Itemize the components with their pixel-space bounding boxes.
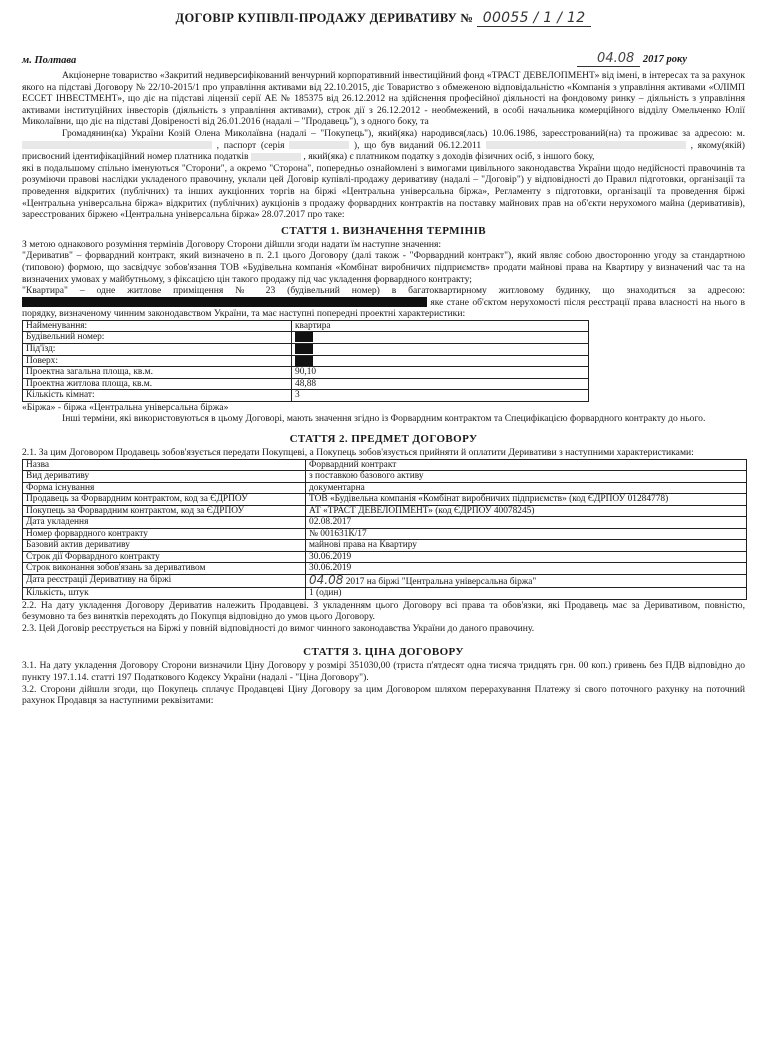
title-text: ДОГОВІР КУПІВЛІ-ПРОДАЖУ ДЕРИВАТИВУ № xyxy=(175,11,474,25)
apartment-table-row xyxy=(23,332,589,344)
derivative-table-value: з поставкою базового активу xyxy=(306,471,747,483)
article-1-heading: СТАТТЯ 1. ВИЗНАЧЕННЯ ТЕРМІНІВ xyxy=(280,224,487,237)
apartment-text-a: "Квартира" – одне житлове приміщення № 23 (будівельний номер) в багатоквартирному житловому будинку, що знаходиться за адресою: xyxy=(22,285,745,297)
article-3-p1: 3.1. На дату укладення Договору Сторони визначили Ціну Договору у розмірі 351030,00 (триста п'ятдесят одна тисяча тридцять грн. 00 коп.) гривень без ПДВ відповідно до пункту 197.1.14. статті 197 Податкового Кодексу України (надалі - "Ціна Договору"). xyxy=(22,660,745,683)
derivative-table-value: майнові права на Квартиру xyxy=(306,540,747,552)
derivative-table-label: Номер форвардного контракту xyxy=(23,528,306,540)
buyer-text-e: , який(яка) є платником податку з доходів фізичних осіб, з іншого боку, xyxy=(303,151,595,163)
derivative-table-row xyxy=(23,551,747,563)
redacted-address xyxy=(22,141,212,149)
derivative-table-value: 02.08.2017 xyxy=(306,517,747,529)
derivative-table-label: Форма існування xyxy=(23,482,306,494)
buyer-text-c: ), що був виданий 06.12.2011 xyxy=(353,139,482,151)
article-1-p5: Інші терміни, які використовуються в цьому Договорі, мають значення згідно із Форвардним контрактом та Специфікацією форвардного контракту до нього. xyxy=(62,413,706,425)
derivative-table-label: Вид деривативу xyxy=(23,471,306,483)
derivative-table-label: Строк дії Форвардного контракту xyxy=(23,551,306,563)
redacted-value xyxy=(295,332,313,342)
derivative-table-row xyxy=(23,494,747,506)
apartment-table-label: Кількість кімнат: xyxy=(23,390,292,402)
derivative-table-label: Продавець за Форвардним контрактом, код за ЄДРПОУ xyxy=(23,494,306,506)
article-2-p3: 2.3. Цей Договір реєструється на Біржі у повній відповідності до вимог чинного законодавства України до даного правочину. xyxy=(22,622,535,634)
derivative-table-value: ТОВ «Будівельна компанія «Комбінат виробничих підприємств» (код ЄДРПОУ 01284778) xyxy=(306,494,747,506)
buyer-text-d: , якому(якій) присвоєний ідентифікаційний номер платника податків xyxy=(22,139,745,163)
derivative-table-value: 30.06.2019 xyxy=(306,563,747,575)
handwritten-date: 04.08 xyxy=(577,51,640,67)
derivative-table-label: Покупець за Форвардним контрактом, код за ЄДРПОУ xyxy=(23,505,306,517)
article-1-p1: З метою однакового розуміння термінів Договору Сторони дійшли згоди надати їм наступне значення: xyxy=(22,238,442,250)
derivative-table-value: 30.06.2019 xyxy=(306,551,747,563)
apartment-table-row xyxy=(23,344,589,356)
article-3-heading: СТАТТЯ 3. ЦІНА ДОГОВОРУ xyxy=(303,646,464,659)
article-2-p1: 2.1. За цим Договором Продавець зобов'язується передати Покупцеві, а Покупець зобов'язується прийняти й оплатити Деривативи з наступними характеристиками: xyxy=(22,447,694,459)
buyer-text-b: , паспорт (серія xyxy=(216,139,285,151)
city: м. Полтава xyxy=(22,55,77,66)
apartment-table-value: 3 xyxy=(292,390,589,402)
redacted-tax-id xyxy=(251,153,301,161)
derivative-table-row xyxy=(23,505,747,517)
apartment-table-label: Проектна житлова площа, кв.м. xyxy=(23,378,292,390)
redacted-value xyxy=(295,356,313,366)
derivative-table-row xyxy=(23,459,747,471)
article-1-p2: "Дериватив" – форвардний контракт, який визначено в п. 2.1 цього Договору (далі також - "Форвардний контракт"), який являє собою двосторонню угоду за стандартною (типовою) формою, що засвідчує зобов'язання ТОВ «Будівельна компанія «Комбінат виробничих підприємств» продати майнові права на Квартиру у визначений час та на визначених умовах у майбутньому, з фіксацією цін такого продажу під час укладення форвардного контракту; xyxy=(22,250,745,285)
redacted-apartment-address xyxy=(22,297,427,307)
derivative-table-label: Дата укладення xyxy=(23,517,306,529)
article-1-p4: «Біржа» - біржа «Центральна універсальна біржа» xyxy=(22,401,229,413)
derivative-table-value: Форвардний контракт xyxy=(306,459,747,471)
apartment-table-row xyxy=(23,367,589,379)
derivative-table-row xyxy=(23,528,747,540)
article-3-p2: 3.2. Сторони дійшли згоди, що Покупець сплачує Продавцеві Ціну Договору за цим Договором шляхом перерахування Платежу зі свого поточного рахунку на поточний рахунок Продавця за наступними реквізитами: xyxy=(22,683,745,707)
registration-date-text: 2017 на біржі "Центральна універсальна біржа" xyxy=(345,576,537,587)
derivative-table-row xyxy=(23,540,747,552)
derivative-table-row xyxy=(23,482,747,494)
derivative-table-value: 1 (один) xyxy=(306,588,747,600)
apartment-table-row xyxy=(23,320,589,332)
apartment-table-label: Найменування: xyxy=(23,320,292,332)
derivative-table-label: Дата реєстрації Деривативу на біржі xyxy=(23,574,306,588)
apartment-table-label: Будівельний номер: xyxy=(23,332,292,344)
apartment-table-value: 90,10 xyxy=(292,367,589,379)
derivative-table-label: Строк виконання зобов'язань за деривативом xyxy=(23,563,306,575)
handwritten-contract-number: 00055 / 1 / 12 xyxy=(477,10,592,27)
buyer-text-a: Громадянин(ка) України Козій Олена Миколаївна (надалі – "Покупець"), який(яка) народився(лась) 10.06.1986, зареєстрований(на) та проживає за адресою: м. xyxy=(62,127,745,139)
derivative-table-value: документарна xyxy=(306,482,747,494)
derivative-table-value: АТ «ТРАСТ ДЕВЕЛОПМЕНТ» (код ЄДРПОУ 40078245) xyxy=(306,505,747,517)
derivative-table-row xyxy=(23,517,747,529)
apartment-table-value: квартира xyxy=(292,320,589,332)
intro-buyer-paragraph xyxy=(22,128,745,163)
derivative-table-value xyxy=(306,574,747,588)
apartment-table-row xyxy=(23,378,589,390)
apartment-table-value xyxy=(292,332,589,344)
redacted-issuer xyxy=(486,141,686,149)
apartment-table-value: 48,88 xyxy=(292,378,589,390)
derivative-table-label: Кількість, штук xyxy=(23,588,306,600)
document-title xyxy=(22,10,745,26)
redacted-value xyxy=(295,344,313,354)
derivative-table-row xyxy=(23,563,747,575)
intro-seller-paragraph: Акціонерне товариство «Закритий недиверсифікований венчурний корпоративний інвестиційний фонд «ТРАСТ ДЕВЕЛОПМЕНТ» від імені, в інтересах та за рахунок якого на підставі Договору № 22/10-2015/1 про управління активами від 22.10.2015, діє Товариство з обмеженою відповідальністю «Компанія з управління активами «ОЛІМП ЕССЕТ ІНВЕСТМЕНТ», що діє на підставі ліцензії серії АЕ № 185375 від 26.12.2012 на здійснення професійної діяльності на фондовому ринку – діяльність з управління активами інституційних інвесторів (діяльність з управління активами), строк дії з 26.12.2012 - необмежений, в особі начальника комерційного відділу Омельченко Юлії Миколаївни, що діє на підставі Довіреності від 26.01.2016 (надалі – "Продавець"), з одного боку, та xyxy=(22,70,745,128)
article-2-heading: СТАТТЯ 2. ПРЕДМЕТ ДОГОВОРУ xyxy=(289,433,478,446)
derivative-table-row xyxy=(23,471,747,483)
apartment-table-row xyxy=(23,355,589,367)
apartment-characteristics-table xyxy=(22,320,589,402)
apartment-table-value xyxy=(292,355,589,367)
derivative-characteristics-table xyxy=(22,459,747,600)
contract-date xyxy=(577,51,687,66)
place-date-row xyxy=(22,40,745,70)
apartment-table-value xyxy=(292,344,589,356)
redacted-passport xyxy=(289,141,349,149)
intro-parties-paragraph: які в подальшому спільно іменуються "Сторони", а окремо "Сторона", попередньо ознайомлені з вимогами цивільного законодавства України щодо недійсності правочинів та розуміючи правові наслідки укладеного правочину, уклали цей Договір купівлі-продажу деривативу (надалі – "Договір") у відповідності до Правил підготовки, організації та проведення відкритих (публічних) та інших аукціонних торгів на біржі «Центральна універсальна біржа», Регламенту з підготовки, організації та проведення біржі «Центральна універсальна біржа» відкритих (публічних) аукціонів з продажу форвардних контрактів на поставку майнових прав на об'єкти нерухомого майна (деривативів), зареєстрованих біржею «Центральна універсальна біржа» 28.07.2017 про таке: xyxy=(22,162,745,221)
derivative-table-value: № 001631К/17 xyxy=(306,528,747,540)
derivative-table-row xyxy=(23,588,747,600)
year-suffix: 2017 року xyxy=(642,54,687,65)
handwritten-registration-date: 04.08 xyxy=(309,572,344,587)
apartment-table-row xyxy=(23,390,589,402)
apartment-text-b: яке стане об'єктом нерухомості після реєстрації права власності на нього в порядку, визначеному чинним законодавством України, та має наступні попередні проектні характеристики: xyxy=(22,296,745,320)
apartment-table-label: Під'їзд: xyxy=(23,344,292,356)
derivative-table-label: Базовий актив деривативу xyxy=(23,540,306,552)
derivative-table-row xyxy=(23,574,747,588)
apartment-table-label: Поверх: xyxy=(23,355,292,367)
derivative-table-label: Назва xyxy=(23,459,306,471)
article-1-p3 xyxy=(22,285,745,320)
apartment-table-label: Проектна загальна площа, кв.м. xyxy=(23,367,292,379)
article-2-p2: 2.2. На дату укладення Договору Дериватив належить Продавцеві. З укладенням цього Договору всі права та обов'язки, які Продавець має за Деривативом, повністю, безумовно та без винятків переходять до Покупця відповідно до умов цього Договору. xyxy=(22,599,745,623)
